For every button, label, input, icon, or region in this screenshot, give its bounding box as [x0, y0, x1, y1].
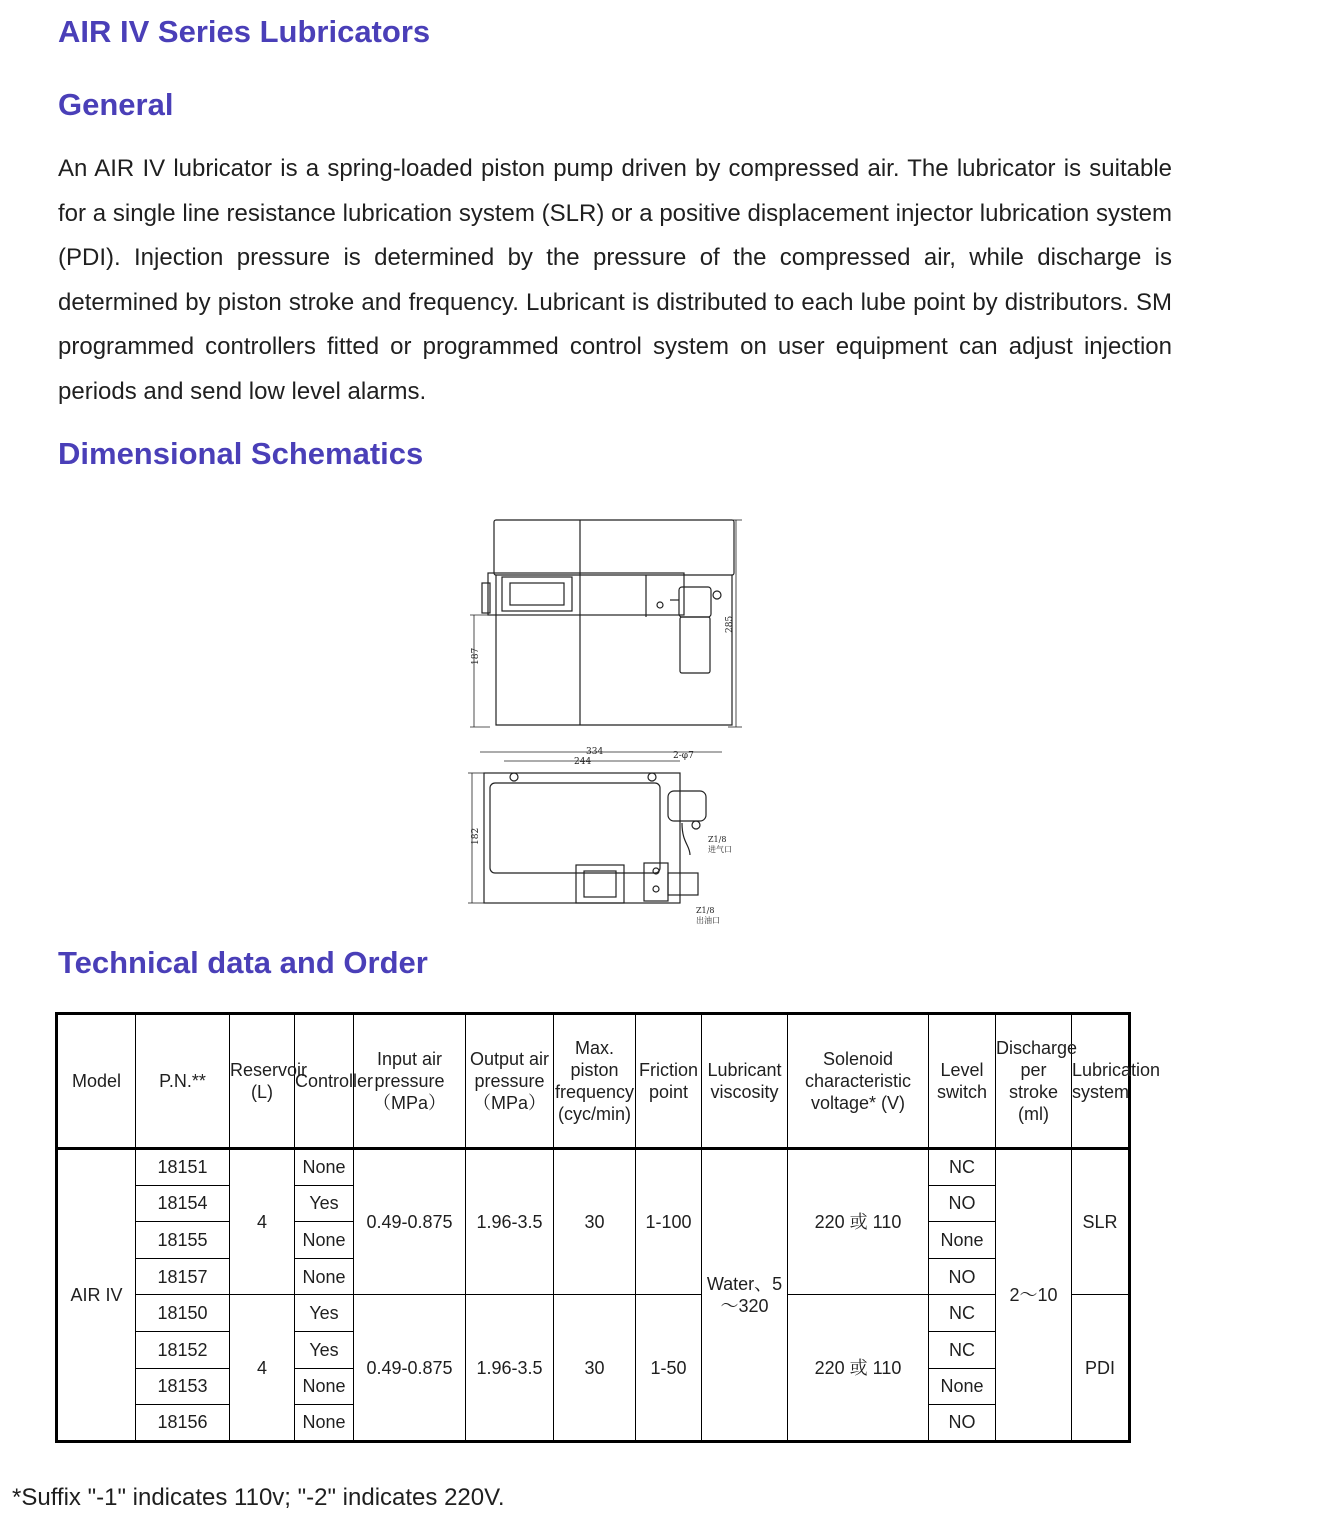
controller-cell: None [295, 1222, 354, 1259]
friction-point-cell: 1-50 [636, 1295, 702, 1441]
col-header-input-air: Input air pressure（MPa） [354, 1014, 466, 1149]
outlet-thread-label: Z1/8 [696, 906, 715, 915]
discharge-cell: 2～10 [996, 1149, 1072, 1442]
solenoid-valve [644, 863, 668, 901]
reservoir-cell: 4 [230, 1149, 295, 1295]
max-frequency-cell: 30 [554, 1295, 636, 1441]
pn-cell: 18152 [136, 1331, 230, 1368]
level-switch-cell: NC [929, 1331, 996, 1368]
controller-cell: None [295, 1258, 354, 1295]
mounting-band [488, 573, 684, 615]
dimensional-schematic-drawing [460, 505, 760, 930]
general-heading: General [58, 87, 174, 122]
pn-cell: 18154 [136, 1185, 230, 1222]
lubrication-system-cell: SLR [1072, 1149, 1130, 1295]
schematics-heading: Dimensional Schematics [58, 436, 424, 471]
outlet-port-label: 出油口 [696, 916, 720, 925]
inlet-filter [668, 791, 706, 821]
max-frequency-cell: 30 [554, 1149, 636, 1295]
col-header-controller: Controller [295, 1014, 354, 1149]
reservoir-lid [494, 520, 734, 575]
level-switch-cell: NC [929, 1149, 996, 1186]
general-paragraph: An AIR IV lubricator is a spring-loaded piston pump driven by compressed air. The lubricator is suitable for a single line resistance lubrication system (SLR) or a positive displacement injector lubrication system (PDI). Injection pressure is determined by the pressure of the compressed air, while discharge is determined by piston stroke and frequency. Lubricant is distributed to each lube point by distributors. SM programmed controllers fitted or programmed control system on user equipment can adjust injection periods and send low level alarms. [58, 155, 1172, 405]
controller-cell: None [295, 1149, 354, 1186]
output-air-cell: 1.96-3.5 [466, 1149, 554, 1295]
pn-cell: 18156 [136, 1405, 230, 1442]
footnote: *Suffix "-1" indicates 110v; "-2" indicates 220V. [12, 1484, 505, 1511]
level-switch-cell: None [929, 1368, 996, 1405]
dim-total-width: 334 [586, 747, 604, 757]
col-header-viscosity: Lubricant viscosity [702, 1014, 788, 1149]
input-air-cell: 0.49-0.875 [354, 1149, 466, 1295]
level-switch-cell: NO [929, 1185, 996, 1222]
inlet-port-label: 进气口 [708, 845, 732, 854]
table-header-row [57, 1014, 1130, 1149]
dim-body-height: 187 [471, 647, 481, 665]
col-header-output-air: Output air pressure（MPa） [466, 1014, 554, 1149]
dim-depth: 182 [471, 827, 481, 845]
reservoir-top [490, 783, 660, 873]
pn-cell: 18157 [136, 1258, 230, 1295]
pn-cell: 18153 [136, 1368, 230, 1405]
dim-mount-holes: 2-φ7 [673, 751, 694, 761]
friction-point-cell: 1-100 [636, 1149, 702, 1295]
technical-heading: Technical data and Order [58, 945, 428, 980]
controller-cell: Yes [295, 1185, 354, 1222]
inlet-thread-label: Z1/8 [708, 835, 727, 844]
col-header-friction-point: Friction point [636, 1014, 702, 1149]
viscosity-cell: Water、5～320 [702, 1149, 788, 1442]
level-switch-cell: None [929, 1222, 996, 1259]
controller-cell: None [295, 1405, 354, 1442]
page-title: AIR IV Series Lubricators [58, 14, 431, 49]
pn-cell: 18155 [136, 1222, 230, 1259]
dim-total-height: 285 [725, 615, 735, 633]
outlet-fitting [668, 873, 698, 895]
controller-cell: Yes [295, 1295, 354, 1332]
col-header-model: Model [57, 1014, 136, 1149]
col-header-level-switch: Level switch [929, 1014, 996, 1149]
col-header-pn: P.N.** [136, 1014, 230, 1149]
solenoid-cell: 220 或 110 [788, 1149, 929, 1295]
model-cell: AIR IV [57, 1149, 136, 1442]
level-switch-cell: NO [929, 1258, 996, 1295]
reservoir-body [496, 575, 732, 725]
base-plate [484, 773, 680, 903]
dim-base-width: 244 [574, 757, 592, 767]
lubrication-system-cell: PDI [1072, 1295, 1130, 1441]
input-air-cell: 0.49-0.875 [354, 1295, 466, 1441]
controller-cell: None [295, 1368, 354, 1405]
technical-data-table [55, 1012, 1161, 1443]
table-row [57, 1149, 1130, 1186]
top-view [468, 747, 732, 925]
air-filter-bowl [680, 617, 710, 673]
nameplate [502, 577, 572, 611]
table-row [57, 1295, 1130, 1332]
controller-cell: Yes [295, 1331, 354, 1368]
output-air-cell: 1.96-3.5 [466, 1295, 554, 1441]
front-view [470, 520, 742, 727]
solenoid-cell: 220 或 110 [788, 1295, 929, 1441]
col-header-reservoir: Reservoir (L) [230, 1014, 295, 1149]
level-switch-cell: NC [929, 1295, 996, 1332]
level-switch-cell: NO [929, 1405, 996, 1442]
pn-cell: 18150 [136, 1295, 230, 1332]
col-header-lubrication-system: Lubrication system [1072, 1014, 1130, 1149]
col-header-max-frequency: Max. piston frequency (cyc/min) [554, 1014, 636, 1149]
reservoir-cell: 4 [230, 1295, 295, 1441]
pn-cell: 18151 [136, 1149, 230, 1186]
col-header-solenoid: Solenoid characteristic voltage* (V) [788, 1014, 929, 1149]
col-header-discharge: Discharge per stroke (ml) [996, 1014, 1072, 1149]
